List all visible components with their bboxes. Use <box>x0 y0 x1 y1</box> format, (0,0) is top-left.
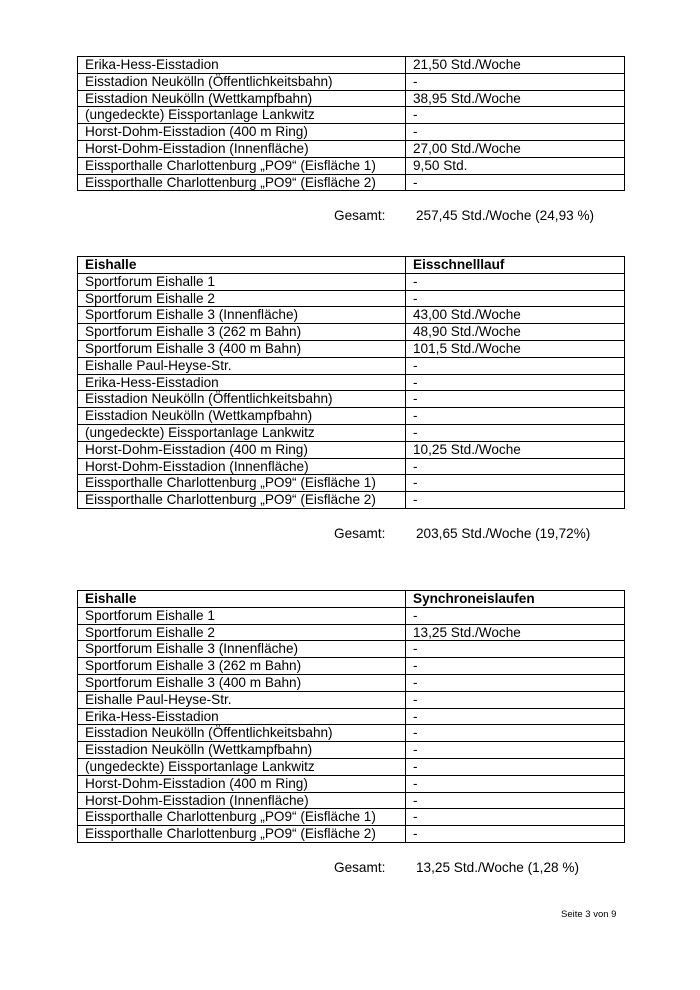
venue-cell: Horst-Dohm-Eisstadion (400 m Ring) <box>78 775 406 792</box>
table-row <box>78 140 625 157</box>
total-value: 203,65 Std./Woche (19,72%) <box>416 526 591 541</box>
venue-cell: Eisstadion Neukölln (Wettkampfbahn) <box>78 408 406 425</box>
table-row <box>78 758 625 775</box>
header-row <box>78 257 625 274</box>
venue-cell: Sportforum Eishalle 3 (400 m Bahn) <box>78 340 406 357</box>
venue-cell: Erika-Hess-Eisstadion <box>78 374 406 391</box>
hours-cell: 101,5 Std./Woche <box>406 340 625 357</box>
table-row <box>78 641 625 658</box>
hours-cell: - <box>406 73 625 90</box>
venue-cell: Eissporthalle Charlottenburg „PO9“ (Eisfläche 1) <box>78 157 406 174</box>
table-row <box>78 458 625 475</box>
venue-cell: Sportforum Eishalle 1 <box>78 273 406 290</box>
table-eisschnelllauf <box>77 256 625 509</box>
hours-cell: 21,50 Std./Woche <box>406 57 625 74</box>
venue-cell: Sportforum Eishalle 2 <box>78 290 406 307</box>
total-value: 257,45 Std./Woche (24,93 %) <box>416 208 595 223</box>
hours-cell: 43,00 Std./Woche <box>406 307 625 324</box>
table-row <box>78 157 625 174</box>
total-label: Gesamt: <box>334 860 386 875</box>
table-body <box>78 273 625 508</box>
column-header-eishalle: Eishalle <box>78 591 406 608</box>
table-row <box>78 624 625 641</box>
hours-cell: - <box>406 424 625 441</box>
hours-cell: - <box>406 492 625 509</box>
table-row <box>78 674 625 691</box>
venue-cell: Sportforum Eishalle 3 (Innenfläche) <box>78 641 406 658</box>
table-row <box>78 775 625 792</box>
venue-cell: Eissporthalle Charlottenburg „PO9“ (Eisfläche 1) <box>78 809 406 826</box>
hours-cell: - <box>406 775 625 792</box>
table-row <box>78 742 625 759</box>
table-row <box>78 391 625 408</box>
table-row <box>78 475 625 492</box>
hours-cell: 48,90 Std./Woche <box>406 324 625 341</box>
header-row <box>78 591 625 608</box>
venue-cell: Eissporthalle Charlottenburg „PO9“ (Eisfläche 2) <box>78 174 406 191</box>
hours-cell: - <box>406 691 625 708</box>
venue-cell: Horst-Dohm-Eisstadion (Innenfläche) <box>78 792 406 809</box>
hours-cell: - <box>406 809 625 826</box>
venue-cell: Erika-Hess-Eisstadion <box>78 57 406 74</box>
hours-cell: 10,25 Std./Woche <box>406 441 625 458</box>
venue-cell: Sportforum Eishalle 1 <box>78 607 406 624</box>
table-row <box>78 290 625 307</box>
table-row <box>78 307 625 324</box>
venue-cell: Horst-Dohm-Eisstadion (400 m Ring) <box>78 124 406 141</box>
table-body <box>78 607 625 842</box>
table-row <box>78 324 625 341</box>
venue-cell: Eisstadion Neukölln (Öffentlichkeitsbahn) <box>78 725 406 742</box>
table-row <box>78 357 625 374</box>
venue-cell: Sportforum Eishalle 3 (262 m Bahn) <box>78 324 406 341</box>
venue-cell: Sportforum Eishalle 3 (400 m Bahn) <box>78 674 406 691</box>
table-row <box>78 174 625 191</box>
hours-cell: - <box>406 658 625 675</box>
total-line-3 <box>334 860 579 875</box>
venue-cell: Sportforum Eishalle 3 (262 m Bahn) <box>78 658 406 675</box>
venue-cell: Eissporthalle Charlottenburg „PO9“ (Eisfläche 1) <box>78 475 406 492</box>
hours-cell: - <box>406 107 625 124</box>
venue-cell: Horst-Dohm-Eisstadion (400 m Ring) <box>78 441 406 458</box>
venue-cell: (ungedeckte) Eissportanlage Lankwitz <box>78 424 406 441</box>
hours-cell: 13,25 Std./Woche <box>406 624 625 641</box>
table-row <box>78 492 625 509</box>
table-row <box>78 708 625 725</box>
table-row <box>78 73 625 90</box>
venue-cell: Eisstadion Neukölln (Wettkampfbahn) <box>78 90 406 107</box>
table-row <box>78 826 625 843</box>
venue-cell: Eissporthalle Charlottenburg „PO9“ (Eisfläche 2) <box>78 826 406 843</box>
table-row <box>78 607 625 624</box>
hours-cell: - <box>406 607 625 624</box>
hours-cell: - <box>406 758 625 775</box>
total-value: 13,25 Std./Woche (1,28 %) <box>416 860 579 875</box>
hours-cell: - <box>406 641 625 658</box>
total-label: Gesamt: <box>334 208 386 223</box>
hours-cell: - <box>406 290 625 307</box>
venue-cell: Eishalle Paul-Heyse-Str. <box>78 357 406 374</box>
venue-cell: Sportforum Eishalle 2 <box>78 624 406 641</box>
table-row <box>78 273 625 290</box>
hours-cell: - <box>406 357 625 374</box>
table-row <box>78 107 625 124</box>
table-body <box>78 57 625 191</box>
table-row <box>78 340 625 357</box>
total-label: Gesamt: <box>334 526 386 541</box>
venue-cell: (ungedeckte) Eissportanlage Lankwitz <box>78 107 406 124</box>
hours-cell: - <box>406 708 625 725</box>
total-line-1 <box>334 208 594 223</box>
table-continued <box>77 56 625 191</box>
hours-cell: 9,50 Std. <box>406 157 625 174</box>
hours-cell: - <box>406 458 625 475</box>
hours-cell: - <box>406 475 625 492</box>
venue-cell: Sportforum Eishalle 3 (Innenfläche) <box>78 307 406 324</box>
hours-cell: - <box>406 391 625 408</box>
table-row <box>78 441 625 458</box>
venue-cell: Eisstadion Neukölln (Wettkampfbahn) <box>78 742 406 759</box>
table-row <box>78 408 625 425</box>
hours-cell: 38,95 Std./Woche <box>406 90 625 107</box>
hours-cell: - <box>406 725 625 742</box>
hours-cell: - <box>406 374 625 391</box>
table-row <box>78 809 625 826</box>
venue-cell: Horst-Dohm-Eisstadion (Innenfläche) <box>78 458 406 475</box>
hours-cell: - <box>406 273 625 290</box>
table-row <box>78 424 625 441</box>
table-row <box>78 374 625 391</box>
table-header <box>78 257 625 274</box>
venue-cell: Eissporthalle Charlottenburg „PO9“ (Eisfläche 2) <box>78 492 406 509</box>
venue-cell: Eishalle Paul-Heyse-Str. <box>78 691 406 708</box>
page-number: Seite 3 von 9 <box>561 909 617 920</box>
hours-cell: - <box>406 674 625 691</box>
hours-cell: - <box>406 124 625 141</box>
hours-cell: - <box>406 792 625 809</box>
total-line-2 <box>334 526 590 541</box>
hours-cell: - <box>406 826 625 843</box>
table-row <box>78 124 625 141</box>
hours-cell: 27,00 Std./Woche <box>406 140 625 157</box>
venue-cell: Horst-Dohm-Eisstadion (Innenfläche) <box>78 140 406 157</box>
hours-cell: - <box>406 742 625 759</box>
column-header-discipline: Synchroneislaufen <box>406 591 625 608</box>
table-synchroneislaufen <box>77 590 625 843</box>
venue-cell: Erika-Hess-Eisstadion <box>78 708 406 725</box>
table-row <box>78 725 625 742</box>
column-header-discipline: Eisschnelllauf <box>406 257 625 274</box>
table-row <box>78 57 625 74</box>
venue-cell: Eisstadion Neukölln (Öffentlichkeitsbahn) <box>78 73 406 90</box>
table-row <box>78 90 625 107</box>
table-row <box>78 658 625 675</box>
table-header <box>78 591 625 608</box>
hours-cell: - <box>406 408 625 425</box>
table-row <box>78 691 625 708</box>
venue-cell: (ungedeckte) Eissportanlage Lankwitz <box>78 758 406 775</box>
table-row <box>78 792 625 809</box>
venue-cell: Eisstadion Neukölln (Öffentlichkeitsbahn) <box>78 391 406 408</box>
column-header-eishalle: Eishalle <box>78 257 406 274</box>
hours-cell: - <box>406 174 625 191</box>
